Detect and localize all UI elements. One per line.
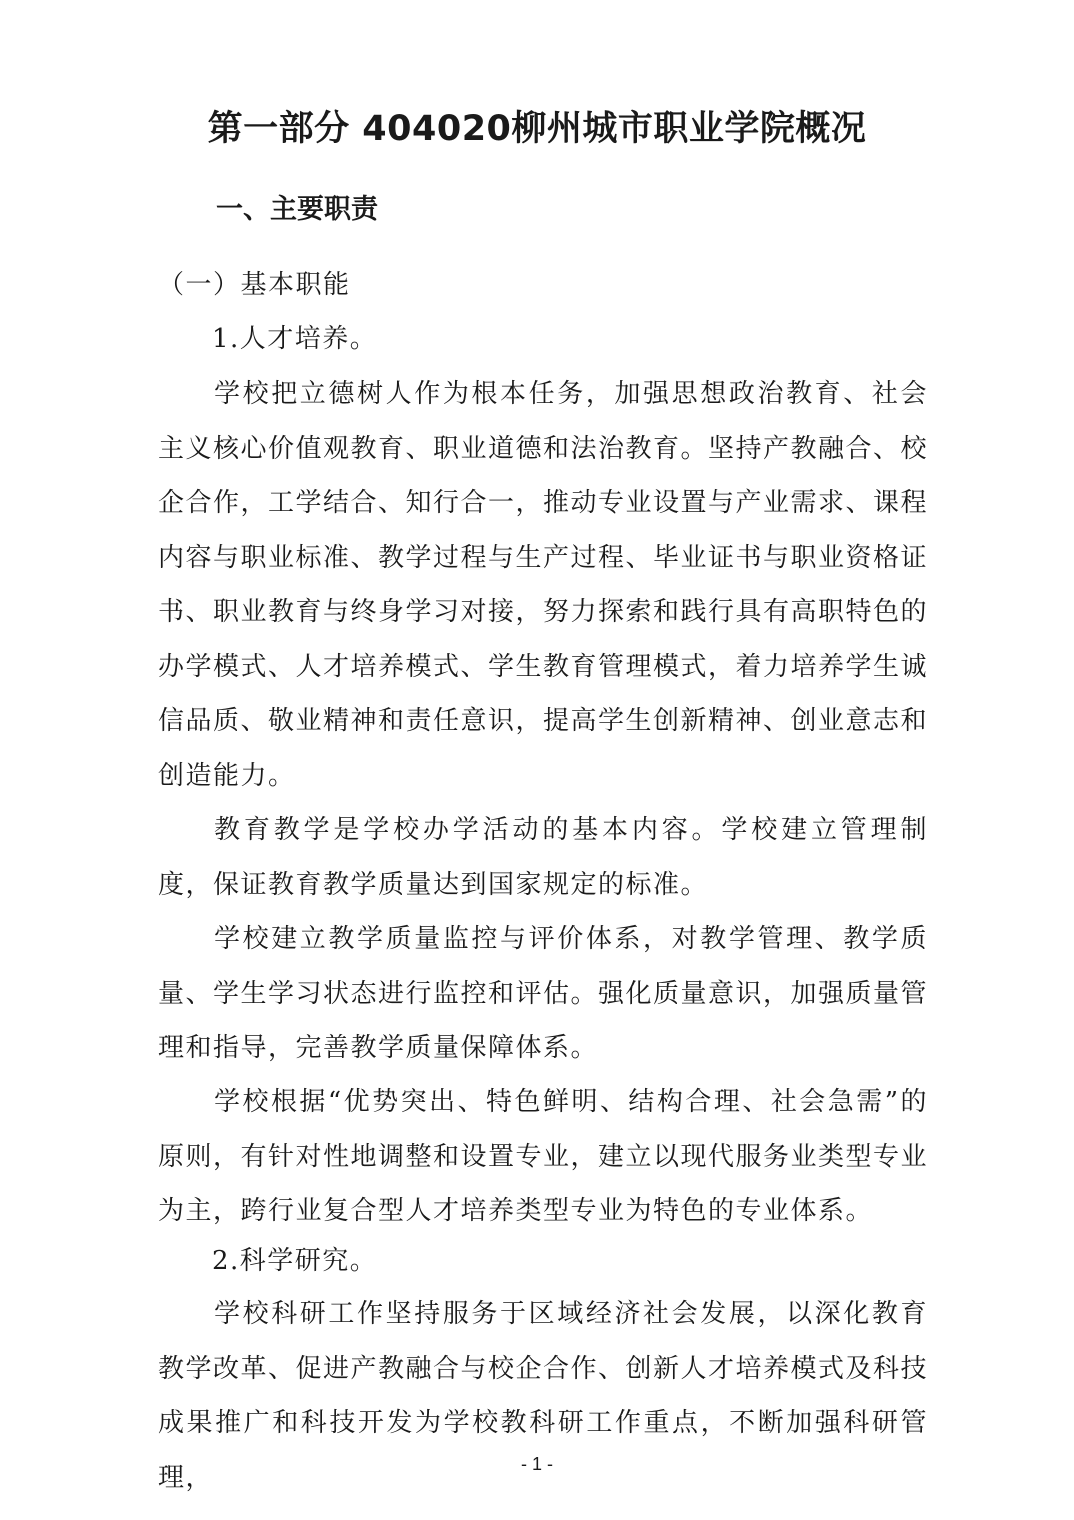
paragraph-teaching-content: 教育教学是学校办学活动的基本内容。学校建立管理制度，保证教育教学质量达到国家规定的标准。 — [158, 815, 928, 900]
item-heading-talent: 1.人才培养。 — [212, 324, 378, 354]
paragraph-major-setting: 学校根据“优势突出、特色鲜明、结构合理、社会急需”的原则，有针对性地调整和设置专业，建立以现代服务业类型专业为主，跨行业复合型人才培养类型专业为特色的专业体系。 — [158, 1087, 929, 1226]
paragraph-quality-monitoring: 学校建立教学质量监控与评价体系，对教学管理、教学质量、学生学习状态进行监控和评估。强化质量意识，加强质量管理和指导，完善教学质量保障体系。 — [158, 924, 929, 1063]
document-title: 第一部分 404020柳州城市职业学院概况 — [207, 109, 867, 149]
subsection-heading: （一）基本职能 — [158, 270, 351, 300]
section-heading: 一、主要职责 — [216, 194, 378, 225]
item-heading-research: 2.科学研究。 — [212, 1246, 378, 1276]
paragraph-talent-training: 学校把立德树人作为根本任务，加强思想政治教育、社会主义核心价值观教育、职业道德和法治教育。坚持产教融合、校企合作，工学结合、知行合一，推动专业设置与产业需求、课程内容与职业标准、教学过程与生产过程、毕业证书与职业资格证书、职业教育与终身学习对接，努力探索和践行具有高职特色的办学模式、人才培养模式、学生教育管理模式，着力培养学生诚信品质、敬业精神和责任意识，提高学生创新精神、创业意志和创造能力。 — [158, 379, 929, 791]
paragraph-scientific-research: 学校科研工作坚持服务于区域经济社会发展，以深化教育教学改革、促进产教融合与校企合作、创新人才培养模式及科技成果推广和科技开发为学校教科研工作重点，不断加强科研管理， — [158, 1299, 929, 1493]
page-number: - 1 - — [520, 1454, 553, 1474]
